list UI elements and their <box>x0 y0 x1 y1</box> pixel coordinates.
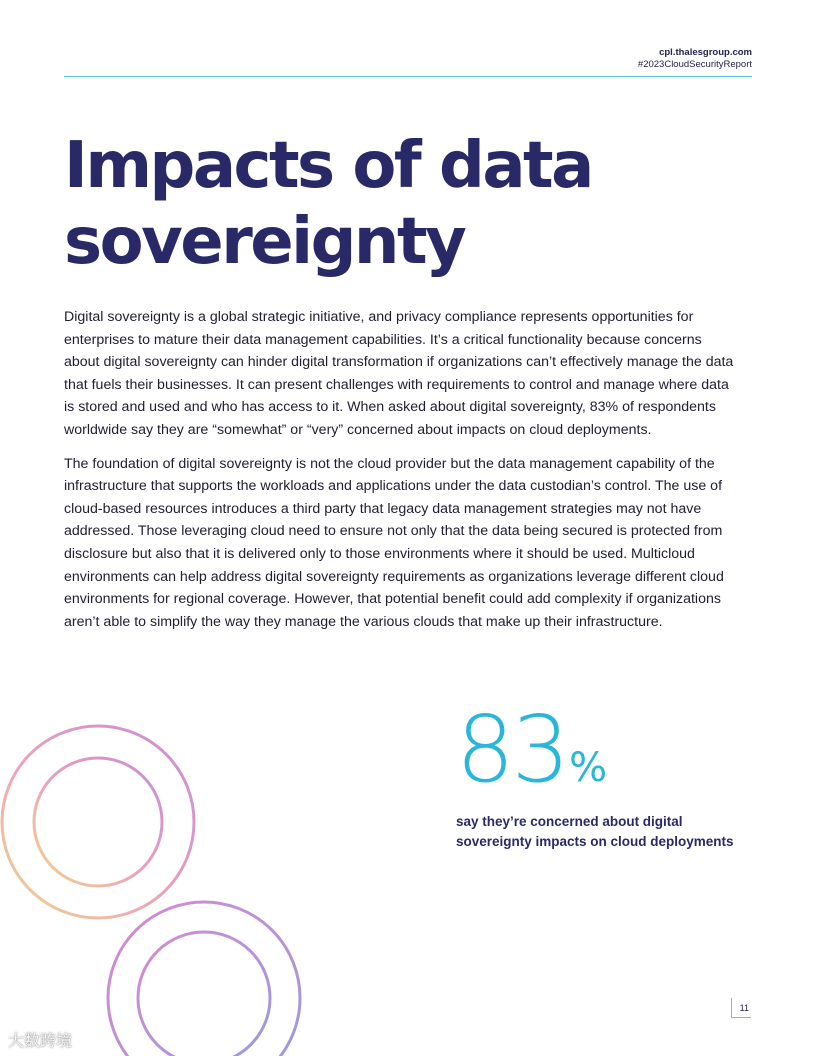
watermark-logo: 大数跨境 <box>8 1031 73 1050</box>
decorative-rings <box>0 720 320 1056</box>
stat-caption: say they’re concerned about digital sovereignty impacts on cloud deployments <box>456 814 734 849</box>
body-paragraph-1: Digital sovereignty is a global strategic initiative, and privacy compliance represents opportunities for enterprises to mature their data management capabilities. It’s a critical functionality because concerns about digital sovereignty can hinder digital transformation if organizations can’t effectively manage the data that fuels their businesses. It can present challenges with requirements to control and manage where data is stored and used and who has access to it. When asked about digital sovereignty, 83% of respondents worldwide say they are “somewhat” or “very” concerned about impacts on cloud deployments. <box>64 309 734 438</box>
stat-callout <box>456 696 756 852</box>
ring-outer-bottom <box>108 902 300 1056</box>
ring-outer-top <box>2 726 194 918</box>
page-number: 11 <box>731 998 751 1018</box>
body-paragraph-2: The foundation of digital sovereignty is not the cloud provider but the data management capability of the infrastructure that supports the workloads and applications under the data custodian’s control. The use of cloud-based resources introduces a third party that legacy data management strategies may not have addressed. Those leveraging cloud need to ensure not only that the data being secured is protected from disclosure but also that it is delivered only to those environments where it should be used. Multicloud environments can help address digital sovereignty requirements as organizations leverage different cloud environments for regional coverage. However, that potential benefit could add complexity if organizations aren’t able to simplify the way they manage the various clouds that make up their infrastructure. <box>64 455 724 630</box>
ring-inner-top <box>34 758 162 886</box>
header-hashtag: #2023CloudSecurityReport <box>637 59 752 70</box>
ring-inner-bottom <box>138 932 270 1056</box>
stat-value: 83 <box>456 696 568 803</box>
body-text <box>64 306 734 644</box>
stat-unit: % <box>569 745 608 791</box>
header-url: cpl.thalesgroup.com <box>659 47 752 58</box>
page-title: Impacts of data sovereignty <box>64 129 592 279</box>
header-meta <box>638 47 752 71</box>
header-divider <box>64 76 752 77</box>
